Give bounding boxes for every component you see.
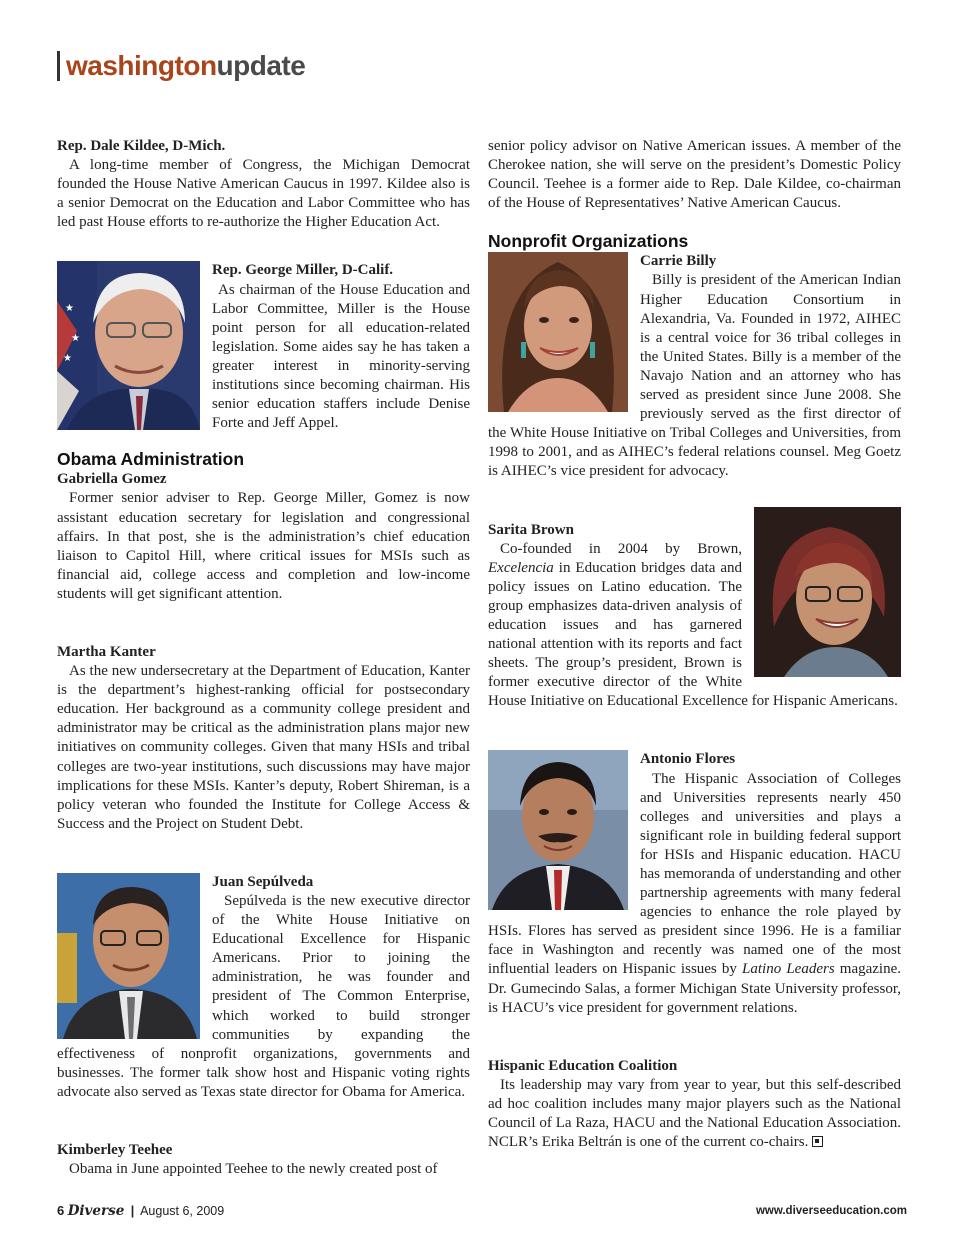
masthead-bar (57, 51, 60, 81)
profile-text-part: Co-founded in 2004 by Brown, (500, 540, 742, 557)
right-column (488, 137, 901, 1152)
profile-teehee (57, 1141, 470, 1179)
issue-date: August 6, 2009 (140, 1204, 225, 1218)
section-heading-nonprofit-organizations: Nonprofit Organizations (488, 231, 689, 252)
profile-billy (488, 252, 901, 481)
profile-brown (488, 521, 901, 712)
profile-gomez (57, 470, 470, 604)
profile-flores (488, 750, 901, 1017)
photo-sarita-brown (754, 507, 901, 677)
footer-left (57, 1203, 224, 1219)
profile-name: Hispanic Education Coalition (488, 1057, 678, 1074)
left-column (57, 137, 470, 1179)
page-number: 6 (57, 1203, 65, 1218)
profile-text-part: Its leadership may vary from year to year, but this self-described ad hoc coalition includes many major players such as the National Council of La Raza, HACU and the National Education Association. NCLR’s Erika Beltrán is one of the current co-chairs. (488, 1076, 901, 1151)
profile-name: Rep. George Miller, D-Calif. (212, 262, 394, 279)
org-name-italic: Excelencia (488, 559, 554, 576)
profile-text-part: The Hispanic Association of Colleges and Universities represents nearly 450 colleges and universities and plays a significant role in building federal support for HSIs and Hispanic education. HACU has memoranda of understanding and other partnership agreements with many federal agencies to enhance the role played by HSIs. Flores has served as president since 1996. He is a familiar face in Washington and recently was named one of the most influential leaders on Hispanic issues by (488, 770, 901, 978)
profile-kanter (57, 643, 470, 834)
svg-text:★: ★ (65, 303, 74, 315)
footer-divider: | (130, 1204, 135, 1218)
profile-text: Billy is president of the American Indian Higher Education Consortium in Alexandria, Va. Founded in 1972, AIHEC is a central voice for 36 tribal colleges in the United States. Billy is a member of the Navajo Nation and an attorney who has served as president since June 2008. She previously served as the first director of the White House Initiative on Tribal Colleges and Universities, from 1998 to 2001, and as AIHEC’s federal relations counsel. Meg Goetz is AIHEC’s vice president for advocacy. (488, 272, 901, 480)
profile-name: Kimberley Teehee (57, 1142, 173, 1159)
profile-name: Sarita Brown (488, 521, 574, 538)
section-heading-obama-administration: Obama Administration (57, 449, 245, 470)
profile-text: Former senior adviser to Rep. George Miller, Gomez is now assistant education secretary for legislation and congressional affairs. In that post, she is the administration’s chief education liaison to Capitol Hill, where critical issues for MSIs such as financial aid, college access and completion and low-income students will get significant attention. (57, 490, 470, 602)
masthead-word-washington: washington (66, 50, 217, 81)
profile-name: Juan Sepúlveda (212, 873, 314, 890)
profile-name: Carrie Billy (640, 253, 717, 270)
profile-text-part: in Education bridges data and policy issues on Latino education. The group emphasizes data-driven analysis of education issues and has garnered national attention with its reports and fact sheets. The group’s president, Brown is former executive director of the White House Initiative on Educational Excellence for Hispanic Americans. (488, 559, 898, 710)
portrait-man-glasses (57, 873, 200, 1039)
photo-antonio-flores (488, 750, 628, 910)
profile-name: Martha Kanter (57, 643, 156, 660)
profile-name: Gabriella Gomez (57, 471, 167, 488)
portrait-man-white-hair (57, 261, 200, 430)
portrait-man-mustache (488, 750, 628, 910)
profile-kildee (57, 137, 470, 232)
portrait-woman-brown-hair (488, 252, 628, 412)
photo-juan-sepulveda (57, 873, 200, 1039)
svg-text:★: ★ (71, 333, 80, 345)
photo-carrie-billy (488, 252, 628, 412)
profile-coalition (488, 1057, 901, 1152)
profile-miller (57, 261, 470, 433)
masthead-word-update: update (216, 50, 306, 81)
svg-text:★: ★ (63, 353, 72, 365)
page-footer (57, 1202, 907, 1220)
profile-sepulveda (57, 873, 470, 1102)
profile-name: Rep. Dale Kildee, D-Mich. (57, 138, 226, 154)
profile-text: Obama in June appointed Teehee to the newly created post of (69, 1161, 438, 1178)
profile-text (488, 1076, 901, 1152)
section-masthead (57, 48, 305, 84)
profile-text-teehee-continued: senior policy advisor on Native American issues. A member of the Cherokee nation, she will serve on the president’s Domestic Policy Council. Teehee is a former aide to Rep. Dale Kildee, co-chairman of the House of Representatives’ Native American Caucus. (488, 138, 901, 212)
profile-text: As chairman of the House Education and Labor Committee, Miller is the House point person for all education-related legislation. Some aides say he has taken a greater interest in minority-serving institutions since becoming chairman. His senior education staffers include Denise Forte and Jeff Appel. (212, 281, 470, 432)
profile-text: As the new undersecretary at the Department of Education, Kanter is the department’s highest-ranking official for postsecondary education. Her background as a community college president and administrator may be critical as the administration plans major new initiatives on community colleges. Given that many HSIs and tribal colleges are two-year institutions, such discussions may have major implications for these MSIs. Kanter’s deputy, Robert Shireman, is a policy veteran who founded the Institute for College Access & Success and the Project on Student Debt. (57, 663, 470, 832)
website-url[interactable]: www.diverseeducation.com (755, 1205, 907, 1217)
profile-text-part: magazine. Dr. Gumecindo Salas, a former Michigan State University professor, is HACU’s vice president for government relations. (488, 961, 902, 1016)
profile-text: A long-time member of Congress, the Michigan Democrat founded the House Native American Caucus in 1997. Kildee also is a senior Democrat on the Education and Labor Committee who has led past House efforts to re-authorize the Higher Education Act. (57, 157, 470, 231)
magazine-name: Diverse (67, 1203, 125, 1219)
profile-name: Antonio Flores (640, 751, 736, 768)
magazine-name-italic: Latino Leaders (742, 961, 835, 978)
profile-text: Sepúlveda is the new executive director of the White House Initiative on Educational Excellence for Hispanic Americans. Prior to joining the administration, he was founder and president of The Common Enterprise, which worked to build stronger communities by expanding the effectiveness of nonprofit organizations, governments and businesses. The former talk show host and Hispanic voting rights advocate also served as Texas state director for Obama for America. (57, 893, 470, 1100)
photo-george-miller (57, 261, 200, 430)
portrait-woman-glasses (754, 507, 901, 677)
end-of-article-icon (812, 1136, 823, 1147)
